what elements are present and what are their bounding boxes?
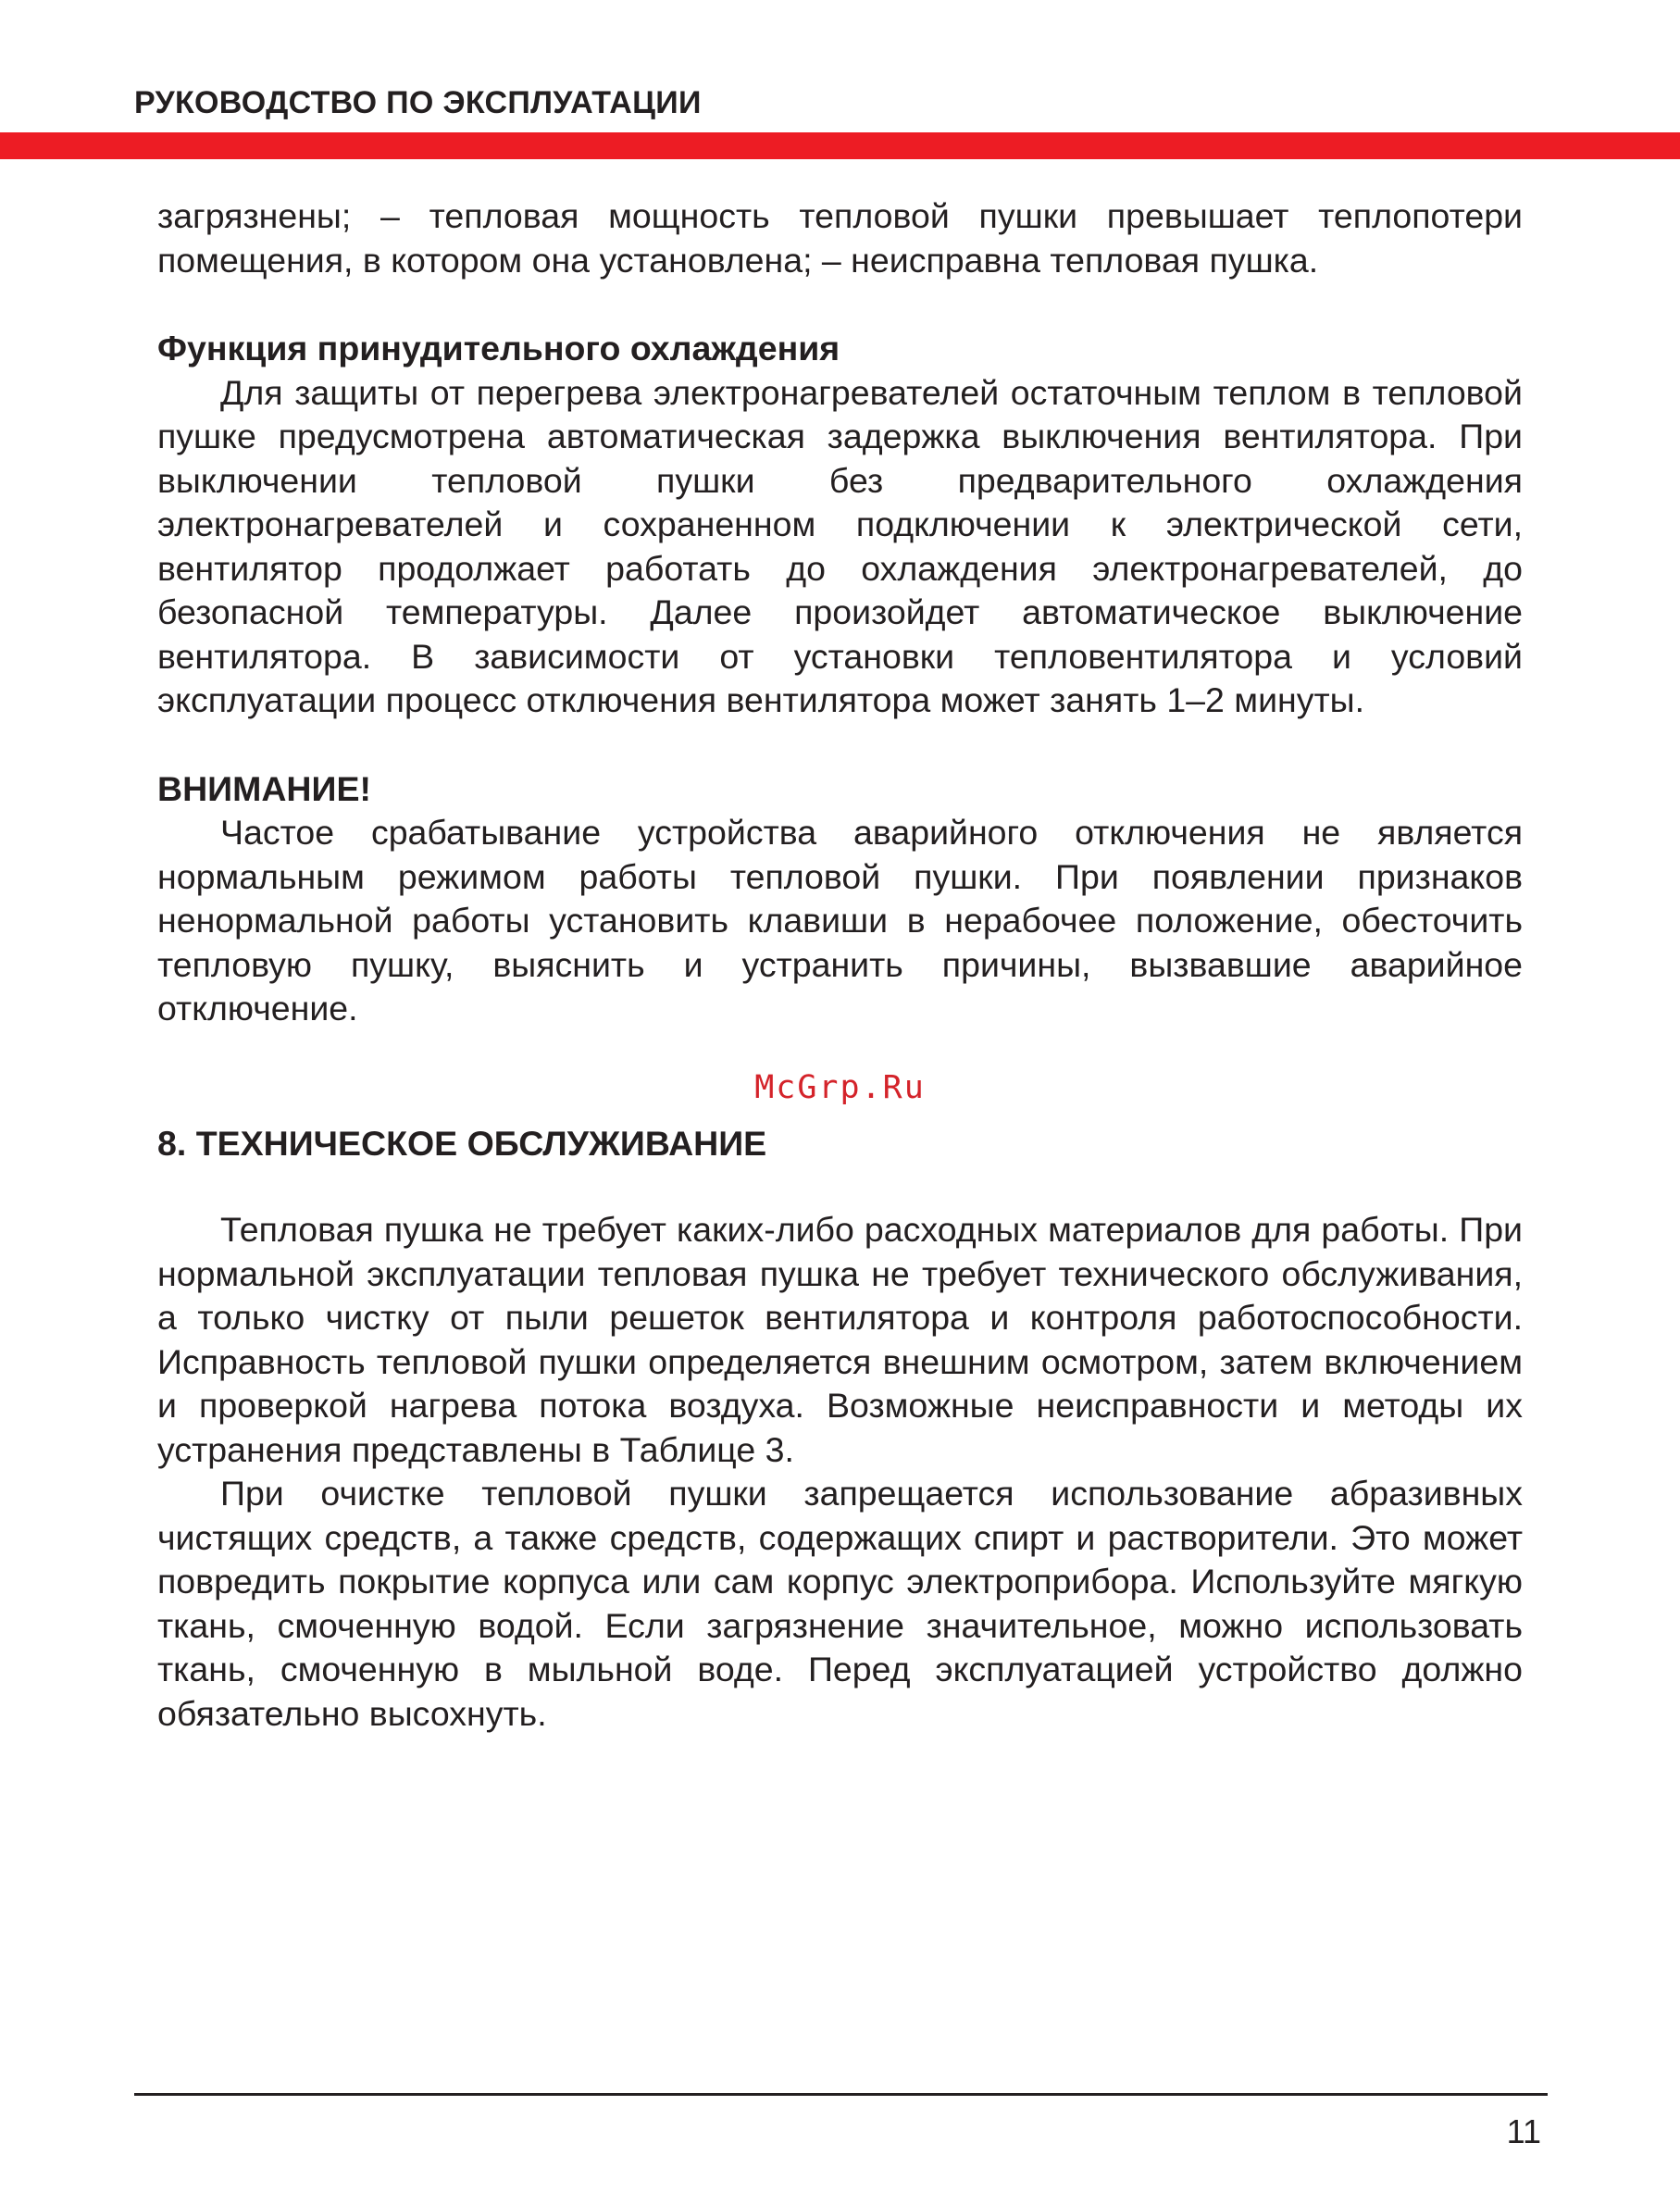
- cooling-heading: Функция принудительного охлаждения: [157, 329, 840, 368]
- intro-paragraph: загрязнены; – тепловая мощность тепловой пушки превышает теплопотери помещения, в котором она установлена; – неисправна тепловая пушка.: [157, 196, 1523, 280]
- running-header-title: РУКОВОДСТВО ПО ЭКСПЛУАТАЦИИ: [134, 85, 702, 120]
- maintenance-paragraph-2: При очистке тепловой пушки запрещается использование абразивных чистящих средств, а также средств, содержащих спирт и растворители. Это может повредить покрытие корпуса или сам корпус электроприбора. Используйте мягкую ткань, смоченную водой. Если загрязнение значительное, можно использовать ткань, смоченную в мыльной воде. Перед эксплуатацией устройство должно обязательно высохнуть.: [157, 1474, 1523, 1733]
- footer-rule: [134, 2093, 1548, 2096]
- spacer: [157, 282, 1523, 327]
- cooling-paragraph: Для защиты от перегрева электронагревателей остаточным теплом в тепловой пушке предусмотрена автоматическая задержка выключения вентилятора. При выключении тепловой пушки без предварительного охлаждения электронагревателей и сохраненном подключении к электрической сети, вентилятор продолжает работать до охлаждения электронагревателей, до безопасной температуры. Далее произойдет автоматическое выключение вентилятора. В зависимости от установки тепловентилятора и условий эксплуатации процесс отключения вентилятора может занять 1–2 минуты.: [157, 372, 1523, 719]
- spacer: [157, 723, 1523, 767]
- warning-paragraph: Частое срабатывание устройства аварийного отключения не является нормальным режимом работы тепловой пушки. При появлении признаков ненормальной работы установить клавиши в нерабочее положение, обесточить тепловую пушку, выяснить и устранить причины, вызвавшие аварийное отключение.: [157, 813, 1523, 1028]
- header-accent-bar: [0, 132, 1680, 159]
- page-body: [157, 194, 1523, 1736]
- section-title: 8. ТЕХНИЧЕСКОЕ ОБСЛУЖИВАНИЕ: [157, 1123, 767, 1163]
- page-number: 11: [1506, 2112, 1541, 2150]
- watermark-text: McGrp.Ru: [754, 1068, 926, 1106]
- warning-heading: ВНИМАНИЕ!: [157, 768, 371, 808]
- maintenance-paragraph-1: Тепловая пушка не требует каких-либо расходных материалов для работы. При нормальной эксплуатации тепловая пушка не требует технического обслуживания, а только чистку от пыли решеток вентилятора и контроля работоспособности. Исправность тепловой пушки определяется внешним осмотром, затем включением и проверкой нагрева потока воздуха. Возможные неисправности и методы их устранения представлены в Таблице 3.: [157, 1210, 1523, 1469]
- spacer: [157, 1165, 1523, 1208]
